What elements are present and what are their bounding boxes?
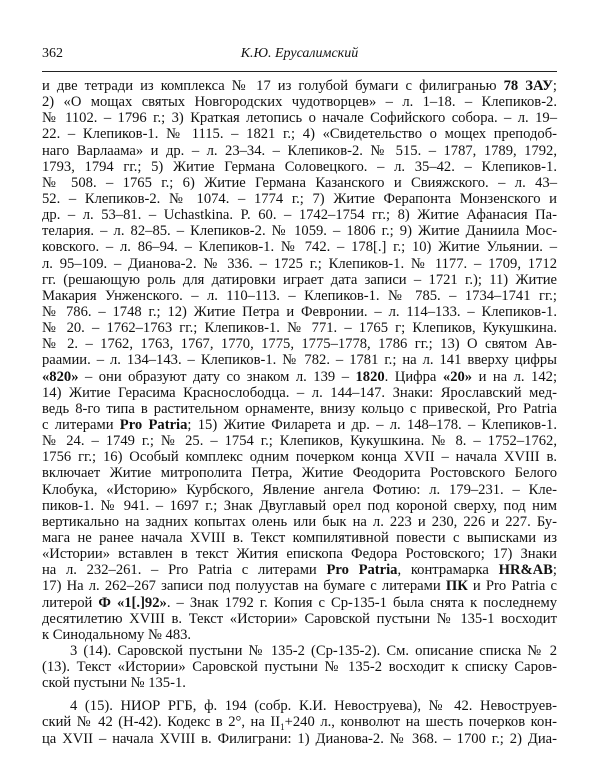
text-line — [42, 482, 557, 498]
text-segment: вертикально на задних копытах олень или бык на л. 223 и 230, 226 и 227. Бу- — [42, 513, 557, 530]
text-line — [42, 714, 557, 733]
text-segment: ; 15) Житие Филарета и др. – л. 148–178. – Клепиков-1. — [187, 416, 557, 433]
text-line — [42, 304, 557, 320]
text-line — [42, 143, 557, 159]
text-segment: и Pro Patria с — [467, 578, 558, 595]
text-segment: 4 (15). НИОР РГБ, ф. 194 (собр. К.И. Невоструева), № 42. Невоструев- — [70, 698, 557, 715]
text-line — [42, 223, 557, 239]
text-line — [42, 698, 557, 714]
text-segment: 14) Житие Герасима Краснослободца. – л. 144–147. Знаки: Ярославский мед- — [42, 384, 557, 401]
text-segment: 17) На л. 262–267 записи под полуустав на бумаге с литерами — [42, 578, 446, 595]
text-segment: и две тетради из комплекса № 17 из голубой бумаги с филигранью — [42, 78, 504, 94]
text-line — [42, 320, 557, 336]
text-segment: , контрамарка — [397, 562, 499, 579]
text-line — [42, 207, 557, 223]
text-line — [42, 659, 557, 675]
running-title: К.Ю. Ерусалимский — [240, 46, 359, 61]
text-segment: к Синодальному № 483. — [42, 626, 192, 643]
text-segment: (13). Текст «Истории» Саровской пустыни № 135-2 восходит к списку Саров- — [42, 659, 557, 676]
text-line — [42, 288, 557, 304]
text-segment: «Истории» вставлен в текст Жития епископа Федора Ростовского; 17) Знаки — [42, 546, 557, 563]
text-segment: ской пустыни № 135-1. — [42, 675, 186, 692]
text-segment: 1756 гг.; 16) Особый комплекс одним почерком конца XVII – начала XVIII в. — [42, 449, 557, 466]
page-number: 362 — [42, 46, 63, 61]
text-segment: ; — [552, 562, 557, 579]
text-line — [42, 256, 557, 272]
text-segment: пиков-1. № 941. – 1697 г.; Знак Двуглавый орел под короной сверху, под ним — [42, 497, 557, 514]
text-line — [42, 514, 557, 530]
text-line — [42, 401, 557, 417]
text-segment: на л. 232–261. – Pro Patria с литерами — [42, 562, 327, 579]
text-segment: ; — [552, 78, 557, 94]
text-segment: № 508. – 1765 г.; 6) Житие Германа Казанского и Свияжского. – л. 43– — [42, 174, 557, 191]
bold-text: 78 ЗАУ — [503, 78, 553, 94]
text-segment: 52. – Клепиков-2. № 1074. – 1774 г.; 7) Житие Ферапонта Монзенского и — [42, 190, 557, 207]
text-line — [42, 530, 557, 546]
text-line — [42, 562, 557, 578]
text-line — [42, 465, 557, 481]
text-segment: № 1102. – 1796 г.; 3) Краткая летопись о начале Софийского собора. – л. 19– — [42, 110, 557, 127]
text-line — [42, 627, 557, 643]
text-line — [42, 578, 557, 594]
text-segment: телария. – л. 82–85. – Клепиков-2. № 1059. – 1806 г.; 9) Житие Даниила Мос- — [42, 223, 557, 240]
text-line — [42, 272, 557, 288]
bold-text: HR&AB — [498, 562, 553, 579]
text-line — [42, 336, 557, 352]
page-header — [42, 46, 557, 66]
text-segment: литерой — [42, 594, 99, 611]
text-segment: ца XVII – начала XVIII в. Филиграни: 1) Дианова-2. № 368. – 1700 г.; 2) Диа- — [42, 730, 557, 747]
bold-text: Pro Patria — [119, 416, 188, 433]
text-line — [42, 595, 557, 611]
text-line — [42, 110, 557, 126]
text-line — [42, 369, 557, 385]
text-line — [42, 433, 557, 449]
text-line — [42, 126, 557, 142]
text-segment: . – Знак 1792 г. Копия с Ср-135-1 была снята к последнему — [166, 594, 557, 611]
text-line — [42, 417, 557, 433]
text-line — [42, 449, 557, 465]
text-line — [42, 175, 557, 191]
text-segment: наго Варлаама» и др. – л. 23–34. – Клепиков-2. № 515. – 1787, 1789, 1792, — [42, 142, 557, 159]
text-line — [42, 239, 557, 255]
text-segment: ведь 8-го типа в растительном орнаменте, внизу кольцо с привеской, Pro Patria — [42, 400, 557, 417]
text-line — [42, 352, 557, 368]
text-segment: . Цифра — [384, 368, 443, 385]
text-segment: раамии. – л. 134–143. – Клепиков-1. № 782. – 1781 г.; на л. 141 вверху цифры — [42, 352, 557, 369]
text-line — [42, 611, 557, 627]
bold-text: «820» — [42, 368, 79, 385]
text-segment: мага не ранее начала XVIII в. Текст компилятивной повести с выписками из — [42, 529, 557, 546]
text-line — [42, 78, 557, 94]
text-segment: ский № 42 (Н-42). Кодекс в 2°, на II — [42, 714, 281, 731]
text-line — [42, 385, 557, 401]
text-segment: +240 л., конволют на шесть почерков кон- — [284, 714, 557, 731]
text-line — [42, 159, 557, 175]
header-rule — [42, 71, 557, 72]
text-line — [42, 731, 557, 747]
text-segment: ковского. – л. 86–94. – Клепиков-1. № 742. – 178[.] г.; 10) Житие Ульянии. – — [42, 239, 557, 256]
text-line — [42, 498, 557, 514]
text-line — [42, 94, 557, 110]
text-segment: и на л. 142; — [472, 368, 558, 385]
text-segment: № 786. – 1748 г.; 12) Житие Петра и Февронии. – л. 114–133. – Клепиков-1. — [42, 303, 557, 320]
bold-text: «20» — [442, 368, 473, 385]
text-segment: включает Житие митрополита Петра, Житие Феодорита Ростовского Белого — [42, 465, 557, 482]
text-segment: л. 95–109. – Дианова-2. № 336. – 1725 г.; Клепиков-1. № 1177. – 1709, 1712 — [42, 255, 557, 272]
bold-text: Ф «1[.]92» — [98, 594, 167, 611]
text-line — [42, 546, 557, 562]
text-segment: Клобука, «Историю» Курбского, Явление ангела Фотию: л. 179–231. – Кле- — [42, 481, 557, 498]
body-text — [42, 78, 557, 747]
text-segment: 1793, 1794 гг.; 5) Житие Германа Соловецкого. – л. 35–42. – Клепиков-1. — [42, 158, 557, 175]
text-segment: 22. – Клепиков-1. № 1115. – 1821 г.; 4) «Свидетельство о мощех преподоб- — [42, 126, 557, 143]
text-segment: 2) «О мощах святых Новгородских чудотворцев» – л. 1–18. – Клепиков-2. — [42, 94, 557, 111]
text-segment: № 2. – 1762, 1763, 1767, 1770, 1775, 1775–1778, 1786 гг.; 13) О святом Ав- — [42, 336, 557, 353]
text-segment: гг. (решающую роль для датировки играет дата записи – 1721 г.); 11) Житие — [42, 271, 557, 288]
text-segment: др. – л. 53–81. – Uchastkina. P. 60. – 1742–1754 гг.; 8) Житие Афанасия Па- — [42, 207, 557, 224]
bold-text: 1820 — [355, 368, 385, 385]
bold-text: ПК — [445, 578, 468, 595]
bold-text: Pro Patria — [326, 562, 398, 579]
text-segment: № 20. – 1762–1763 гг.; Клепиков-1. № 771. – 1765 г; Клепиков, Кукушкина. — [42, 320, 557, 337]
text-segment: 3 (14). Саровской пустыни № 135-2 (Ср-135-2). См. описание списка № 2 — [70, 642, 557, 659]
text-segment: Макария Унженского. – л. 110–113. – Клепиков-1. № 785. – 1734–1741 гг.; — [42, 287, 557, 304]
text-segment: № 24. – 1749 г.; № 25. – 1754 г.; Клепиков, Кукушкина. № 8. – 1752–1762, — [42, 433, 557, 450]
text-line — [42, 675, 557, 691]
subscript: 1 — [280, 722, 285, 733]
text-segment: – они образуют дату со знаком л. 139 – — [78, 368, 356, 385]
text-line — [42, 191, 557, 207]
text-line — [42, 643, 557, 659]
text-segment: с литерами — [42, 416, 120, 433]
text-segment: десятилетию XVIII в. Текст «Истории» Саровской пустыни № 135-1 восходит — [42, 610, 557, 627]
